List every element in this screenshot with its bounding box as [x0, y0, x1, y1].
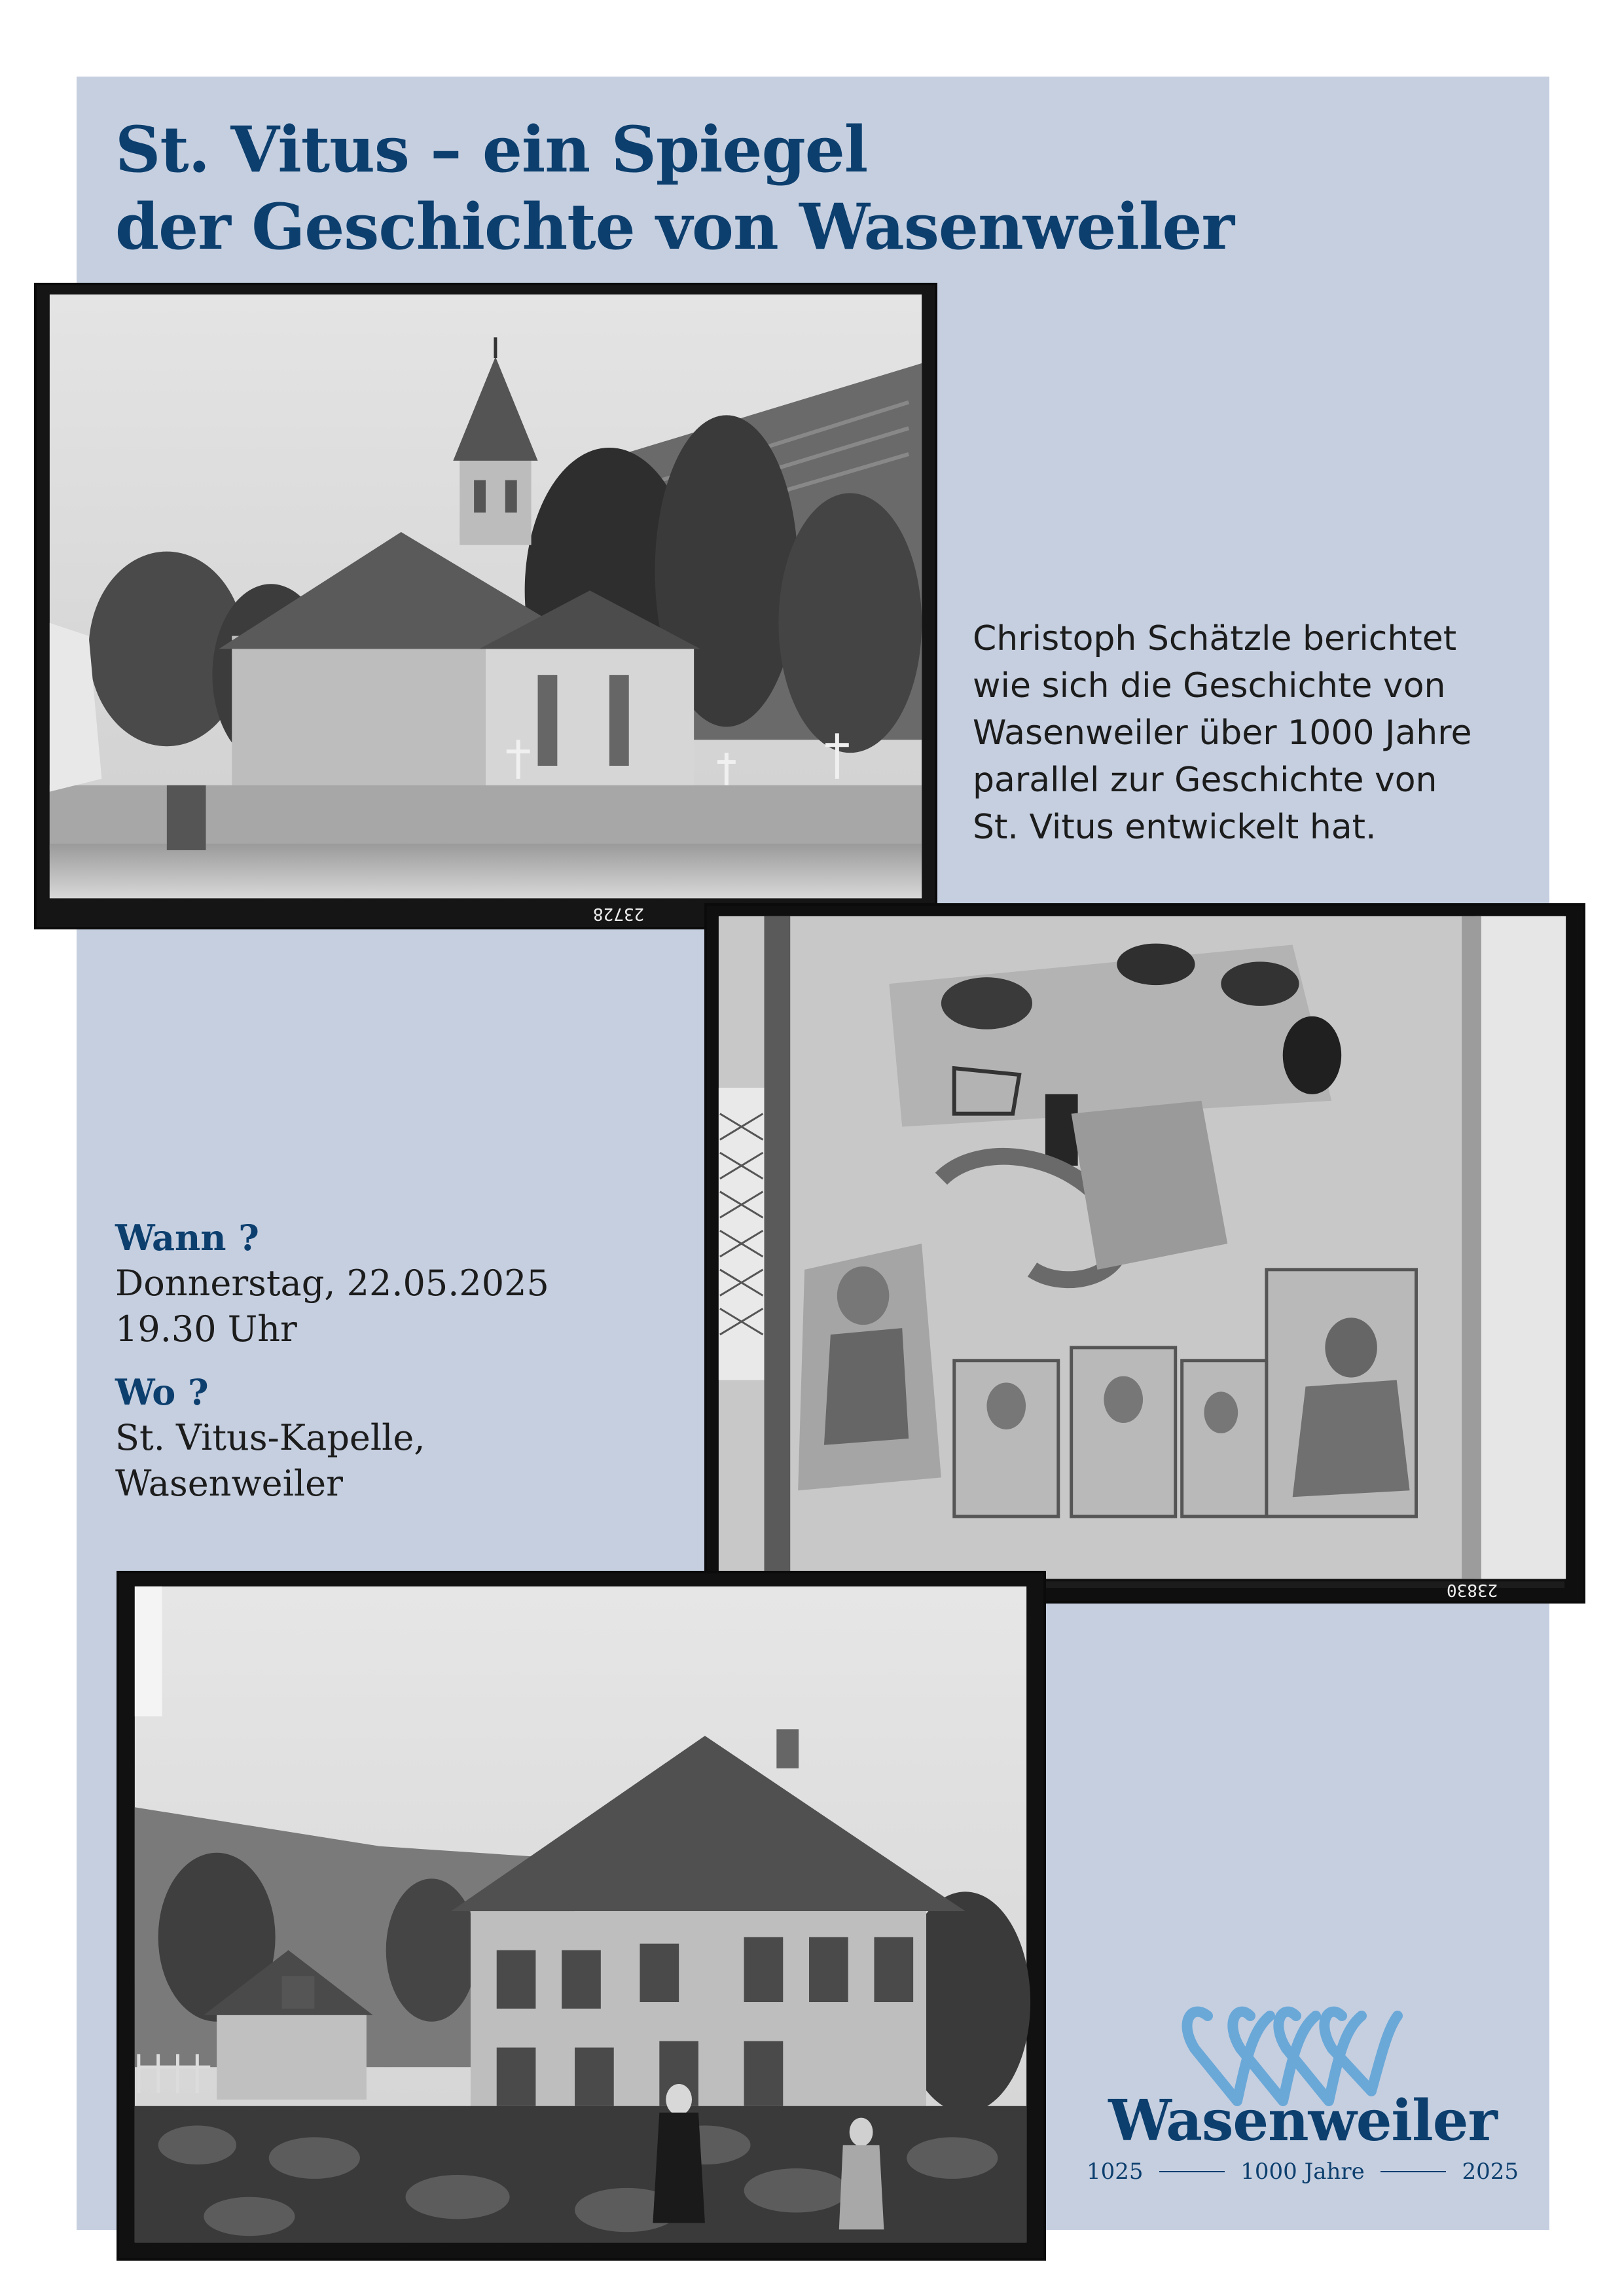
title-line-2: der Geschichte von Wasenweiler — [115, 190, 1235, 264]
when-label: Wann ? — [115, 1217, 259, 1259]
intro-line: parallel zur Geschichte von — [973, 761, 1437, 800]
intro-text — [973, 615, 1562, 851]
place-line-2: Wasenweiler — [115, 1463, 343, 1504]
event-time: 19.30 Uhr — [115, 1308, 297, 1350]
page-title — [115, 111, 1490, 266]
intro-line: Wasenweiler über 1000 Jahre — [973, 713, 1472, 753]
fresco-interior-photo — [704, 903, 1585, 1604]
where-label: Wo ? — [115, 1371, 209, 1413]
intro-line: St. Vitus entwickelt hat. — [973, 808, 1377, 847]
logo-rule-right — [1380, 2171, 1447, 2172]
logo-year-start: 1025 — [1087, 2159, 1144, 2185]
logo-wordmark: Wasenweiler — [1108, 2088, 1497, 2154]
logo-subtitle: 1000 Jahre — [1240, 2159, 1365, 2185]
title-line-1: St. Vitus – ein Spiegel — [115, 113, 868, 187]
chapel-exterior-photo — [34, 283, 937, 929]
event-date: Donnerstag, 22.05.2025 — [115, 1263, 549, 1304]
logo-years — [1087, 2157, 1519, 2186]
place-line-1: St. Vitus-Kapelle, — [115, 1417, 425, 1458]
logo-year-end: 2025 — [1462, 2159, 1519, 2185]
intro-line: wie sich die Geschichte von — [973, 666, 1446, 706]
event-details — [115, 1215, 549, 1507]
house-photo — [117, 1571, 1046, 2261]
fresco-photo-number: 23830 — [1447, 1580, 1498, 1600]
chapel-photo-number: 23728 — [593, 904, 645, 924]
intro-line: Christoph Schätzle berichtet — [973, 619, 1457, 658]
logo-rule-left — [1159, 2171, 1225, 2172]
